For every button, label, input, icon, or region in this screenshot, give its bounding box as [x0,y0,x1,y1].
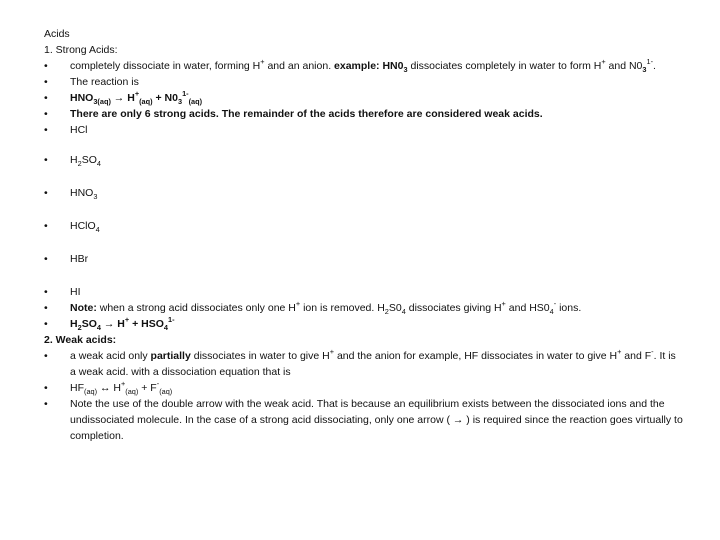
h2so4-equation: • $H_2SO_4 \to H^+ + HSO_4^{1-}$ [44,315,175,332]
bullet: • [44,253,48,265]
acid-hbr: • HBr [44,253,89,265]
acid-hclo4: • HClO$_4$ [44,220,100,234]
bullet: • [44,76,48,88]
acid-hcl: • HCl [44,124,88,136]
acid-h2so4: • $H_2SO_4$ [44,154,101,168]
bullet: • [44,60,48,72]
double-arrow-note: • Note the use of the double arrow with the weak acid. That is because an equilibrium exists between the dissociated ions and the undissociated molecule. In the case of a strong acid dissociating, only one arrow ( → ) is required since the reaction goes virtually to completion. [44,398,683,442]
bullet: • [44,108,48,120]
bullet: • [44,350,48,362]
strong-acids-definition: • completely dissociate in water, forming H+ and an anion. example: $HN0_3$ dissociates completely in water to form H+ and $N0_3^{1-}$. [44,57,656,74]
document-title: Acids [44,28,70,40]
bullet: • [44,124,48,136]
strong-acid-note: • Note: when a strong acid dissociates only one H+ ion is removed. $H_2S0_4$ dissociates giving H+ and $HS0_4^-$ ions. [44,299,582,316]
weak-acids-heading: 2. Weak acids: [44,334,117,346]
bullet: • [44,286,48,298]
bullet: • [44,382,48,394]
bullet: • [44,92,48,104]
bullet: • [44,398,48,410]
acid-hno3: • $HNO_3$ [44,187,98,201]
document-body [44,26,684,444]
strong-acids-heading: 1. Strong Acids: [44,44,118,56]
bullet: • [44,318,48,330]
six-strong-acids-note: • There are only 6 strong acids. The remainder of the acids therefore are considered weak acids. [44,108,543,120]
hno3-equation: • $HNO_{3(aq)} \to H^+_{(aq)} + N0_3^{1-}_{(aq)}$ [44,89,203,106]
hf-equation: • $HF_{(aq)}$ ↔ $H^+_{(aq)} + F^-_{(aq)}$ [44,379,173,396]
reaction-intro: • The reaction is [44,76,139,88]
acid-hi: • HI [44,286,81,298]
bullet: • [44,154,48,166]
bullet: • [44,220,48,232]
weak-acid-definition: • a weak acid only partially dissociates in water to give H+ and the anion for example, HF dissociates in water to give H+ and F-. It is a weak acid. with a dissociation equation that is [44,347,676,378]
bullet: • [44,302,48,314]
bullet: • [44,187,48,199]
